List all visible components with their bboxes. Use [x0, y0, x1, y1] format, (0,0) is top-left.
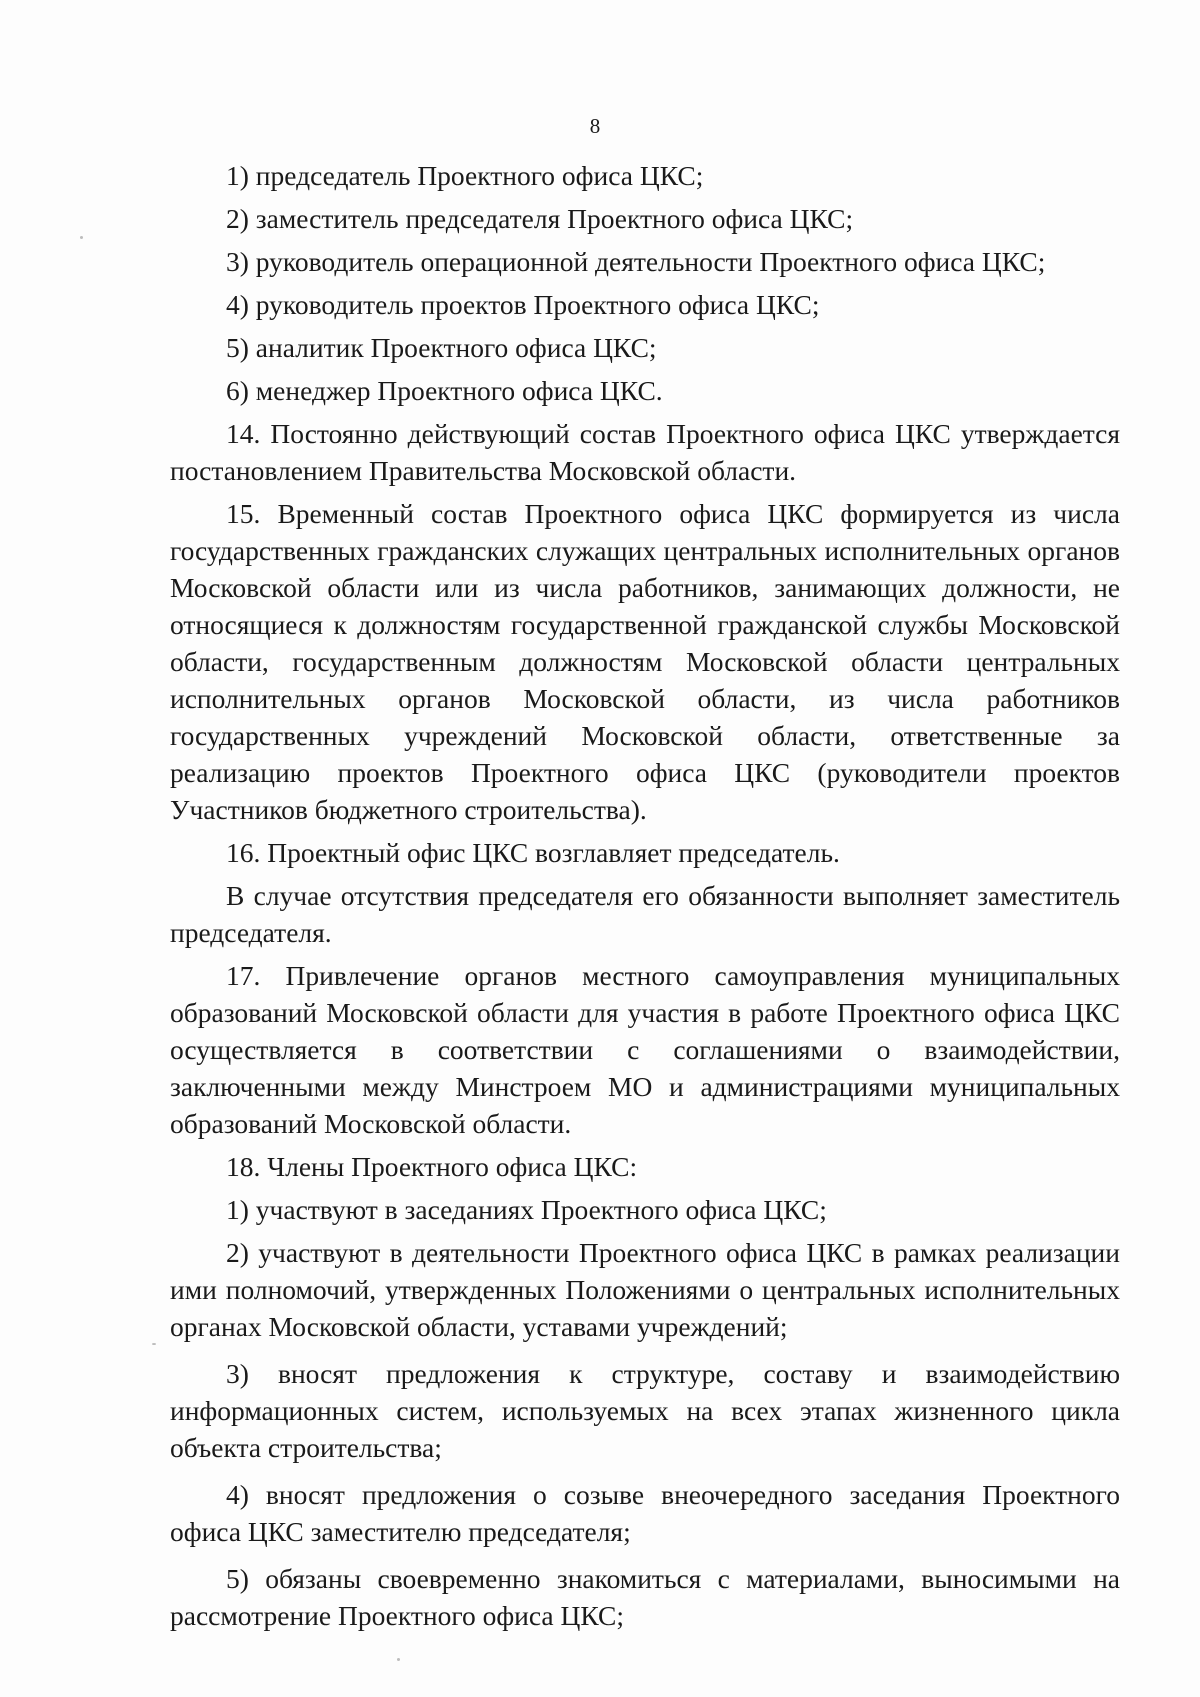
- clause-14: 14. Постоянно действующий состав Проектного офиса ЦКС утверждается постановлением Правительства Московской области.: [170, 418, 1120, 486]
- clause-18-item-1: 1) участвуют в заседаниях Проектного офиса ЦКС;: [226, 1194, 827, 1225]
- clause-18-item-2: 2) участвуют в деятельности Проектного офиса ЦКС в рамках реализации ими полномочий, утвержденных Положениями о центральных исполнительных органах Московской области, уставами учреждений;: [170, 1237, 1120, 1342]
- clause-18-item-3: 3) вносят предложения к структуре, составу и взаимодействию информационных систем, используемых на всех этапах жизненного цикла объекта строительства;: [170, 1358, 1120, 1463]
- clause-18-item-4: 4) вносят предложения о созыве внеочередного заседания Проектного офиса ЦКС заместителю председателя;: [170, 1479, 1120, 1547]
- clause-15: 15. Временный состав Проектного офиса ЦКС формируется из числа государственных гражданских служащих центральных исполнительных органов Московской области или из числа работников, занимающих должности, не относящиеся к должностям государственной гражданской службы Московской области, государственным должностям Московской области центральных исполнительных органов Московской области, из числа работников государственных учреждений Московской области, ответственные за реализацию проектов Проектного офиса ЦКС (руководители проектов Участников бюджетного строительства).: [170, 498, 1120, 825]
- scan-speck: [80, 236, 83, 239]
- clause-18: 18. Члены Проектного офиса ЦКС:: [226, 1151, 638, 1182]
- clause-18-item-5: 5) обязаны своевременно знакомиться с материалами, выносимыми на рассмотрение Проектного офиса ЦКС;: [170, 1563, 1120, 1631]
- clause-16-absence: В случае отсутствия председателя его обязанности выполняет заместитель председателя.: [170, 880, 1120, 948]
- list-item-project-head: 4) руководитель проектов Проектного офиса ЦКС;: [226, 289, 820, 320]
- list-item-operations-head: 3) руководитель операционной деятельности Проектного офиса ЦКС;: [226, 246, 1046, 277]
- scan-speck: [152, 1343, 156, 1345]
- clause-17: 17. Привлечение органов местного самоуправления муниципальных образований Московской области для участия в работе Проектного офиса ЦКС осуществляется в соответствии с соглашениями о взаимодействии, заключенными между Минстроем МО и администрациями муниципальных образований Московской области.: [170, 960, 1120, 1139]
- list-item-analyst: 5) аналитик Проектного офиса ЦКС;: [226, 332, 657, 363]
- list-item-deputy-chairman: 2) заместитель председателя Проектного офиса ЦКС;: [226, 203, 854, 234]
- list-item-chairman: 1) председатель Проектного офиса ЦКС;: [226, 160, 704, 191]
- document-body: [170, 157, 1120, 1634]
- scan-speck: [397, 1658, 400, 1661]
- clause-16: 16. Проектный офис ЦКС возглавляет председатель.: [226, 837, 840, 868]
- list-item-manager: 6) менеджер Проектного офиса ЦКС.: [226, 375, 663, 406]
- page-number: 8: [589, 114, 601, 138]
